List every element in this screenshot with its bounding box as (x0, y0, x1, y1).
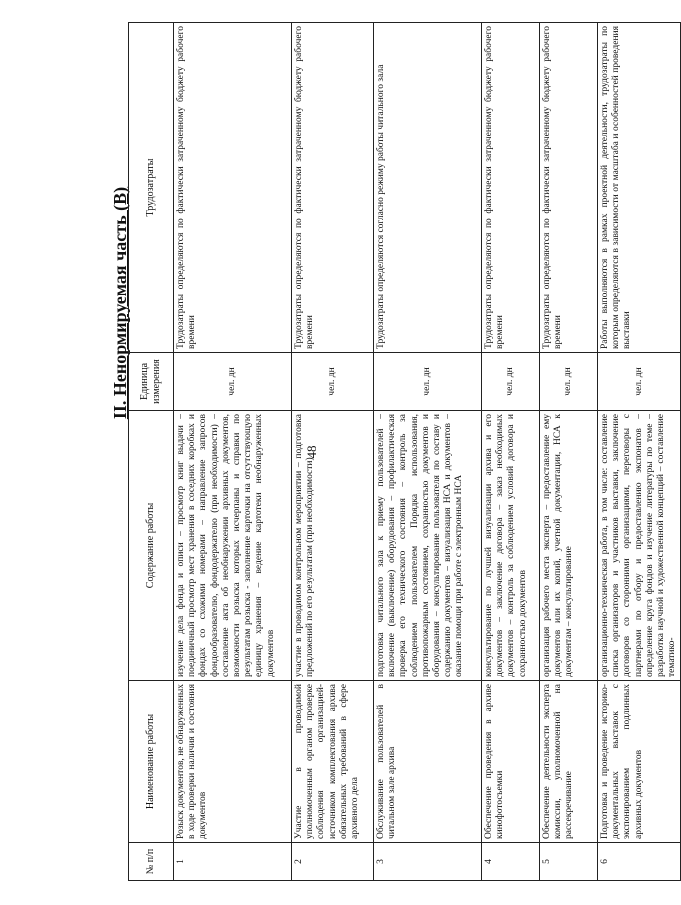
row-name: Участие в проводимой уполномоченным органом проверке соблюдения организацией-источником комплектования архива обязательных требований в сфере архивного дела (292, 681, 374, 843)
table-row (174, 23, 292, 881)
row-content: изучение дела фонда и описи – просмотр книг выдачи – поединичный просмотр мест хранения в соседних коробках и фондах со схожими номерами – направление запросов фондообразователю, фондодержателю (при необходимости) – составление акта об необнаружении архивных документов, возможности розыска которых исчерпаны и справки по результатам розыска - заполнение карточки на отсутствующую единицу хранения – ведение картотеки необнаруженных документов (174, 411, 292, 681)
row-num: 3 (374, 843, 482, 881)
header-labor: Трудозатраты (129, 23, 174, 353)
row-labor: Трудозатраты определяются согласно режиму работы читального зала (374, 23, 482, 353)
row-name: Обеспечение проведения в архиве кинофотосъемки (482, 681, 540, 843)
row-content: консультирование по лучшей визуализации архива и его документов – заключение договора – заказ необходимых документов – контроль за соблюдением условий договора и сохранностью документов (482, 411, 540, 681)
row-num: 6 (598, 843, 681, 881)
table-row (482, 23, 540, 881)
row-unit: чел. дн (598, 353, 681, 411)
row-unit: чел. дн (540, 353, 598, 411)
table-row (374, 23, 482, 881)
row-name: Розыск документов, не обнаруженных в ходе проверки наличия и состояния документов (174, 681, 292, 843)
row-name: Обслуживание пользователей в читальном зале архива (374, 681, 482, 843)
row-unit: чел. дн (374, 353, 482, 411)
row-labor: Трудозатраты определяются по фактически затраченному бюджету рабочего времени (482, 23, 540, 353)
row-content: организационно-техническая работа, в том числе: составление списка организаторов и участников выставки, заключение договоров со сторонними организациями, переговоры с партнерами по отбору и предоставлению экспонатов – определение круга фондов и изучение литературы по теме – разработка научной и художественной концепций – составление тематико- (598, 411, 681, 681)
row-content: участие в проводимом контрольном мероприятии – подготовка предложений по его результатам (при необходимости) (292, 411, 374, 681)
row-content: организация рабочего места эксперта – предоставление ему документов или их копий, учетной документации, НСА к документам – консультирование (540, 411, 598, 681)
header-name: Наименование работы (129, 681, 174, 843)
row-unit: чел. дн (482, 353, 540, 411)
row-content: подготовка читального зала к приему пользователей – включение (выключение) оборудования – профилактическая проверка его технического состояния – контроль за соблюдением пользователем Порядка использования, противопожарным состоянием, сохранностью документов и оборудования – консультирование пользователя по составу и содержанию документов – визуализация НСА и документов – оказание помощи при работе с электронным НСА (374, 411, 482, 681)
table-row (292, 23, 374, 881)
section-title: II. Ненормируемая часть (В) (110, 186, 130, 420)
row-num: 4 (482, 843, 540, 881)
header-num: № п/п (129, 843, 174, 881)
header-unit: Единица измерения (129, 353, 174, 411)
row-num: 1 (174, 843, 292, 881)
row-labor: Работы выполняются в рамках проектной деятельности, трудозатраты по которым определяются в зависимости от масштаба и особенностей проведения выставки (598, 23, 681, 353)
row-name: Обеспечение деятельности эксперта комиссии, уполномоченной на рассекречивание (540, 681, 598, 843)
row-labor: Трудозатраты определяются по фактически затраченному бюджету рабочего времени (292, 23, 374, 353)
row-num: 2 (292, 843, 374, 881)
work-table (128, 22, 681, 881)
table-row (598, 23, 681, 881)
row-name: Подготовка и проведение историко-документальных выставок с экспонированием подлинных архивных документов (598, 681, 681, 843)
page-number: 48 (304, 445, 319, 459)
table-header-row (129, 23, 174, 881)
row-unit: чел. дн (292, 353, 374, 411)
row-labor: Трудозатраты определяются по фактически затраченному бюджету рабочего времени (174, 23, 292, 353)
row-unit: чел. дн (174, 353, 292, 411)
row-labor: Трудозатраты определяются по фактически затраченному бюджету рабочего времени (540, 23, 598, 353)
row-num: 5 (540, 843, 598, 881)
table-row (540, 23, 598, 881)
header-content: Содержание работы (129, 411, 174, 681)
